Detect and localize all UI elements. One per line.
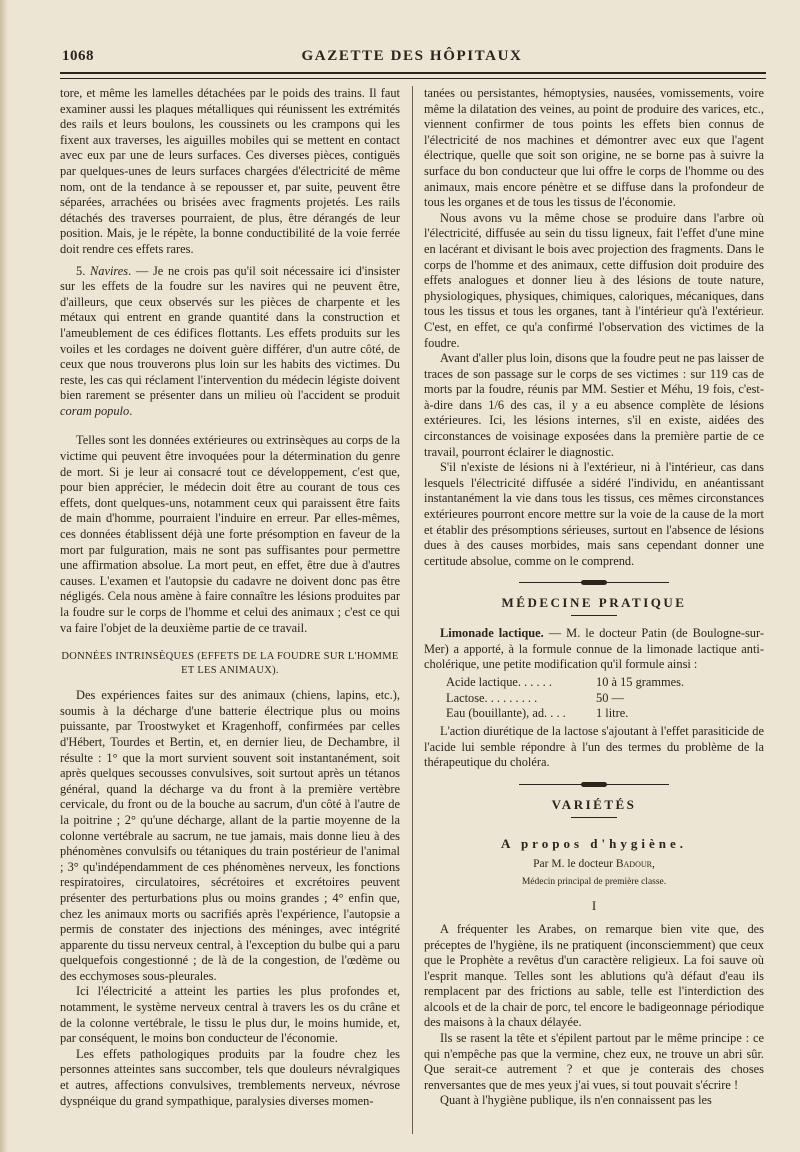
page-edge: [0, 0, 8, 1152]
author-affiliation: Médecin principal de première classe.: [521, 876, 667, 887]
title-underline: [571, 817, 617, 818]
column-divider: [412, 86, 413, 1134]
formula-table: [446, 675, 764, 722]
section-ornament: [519, 781, 669, 789]
paragraph: S'il n'existe de lésions ni à l'extérieur, ni à l'intérieur, cas dans lesquels l'électricité diffusée a sidéré l'individu, en anéantissant instantanément la vie dans tous les tissus, ces mêmes circonstances extérieures pourront encore mettre sur la voie de la cause de la mort et établir des présomptions sérieuses, surtout en l'absence de lésions dues à des causes morbides, mais sans cependant donner une certitude absolue, comme on le comprend.: [424, 460, 764, 568]
paragraph: Ils se rasent la tête et s'épilent partout par le même principe : ce qui n'empêche pas que la vermine, chez eux, ne trouve un abri sûr. Que serait-ce autrement ? et que je conterais des choses renversantes que de mes yeux j'ai vues, si tout pouvait s'écrire !: [424, 1031, 764, 1092]
left-column: [60, 86, 400, 1109]
paragraph: Ici l'électricité a atteint les parties les plus profondes et, notamment, le système nerveux central à travers les os du crâne et de la colonne vertébrale, le tissu le plus dur, le moins humide, et, par conséquent, le moins bon conducteur de l'économie.: [60, 984, 400, 1046]
paragraph: A fréquenter les Arabes, on remarque bien vite que, des préceptes de l'hygiène, ils ne pratiquent (inconsciemment) que ceux que le Prophète a revêtus d'un caractère religieux. La foi sauve où l'esprit manque. Telles sont les ablutions qu'à défaut d'eau ils remplacent par des frictions au sable, telle est l'interdiction des alcools et de la chair de porc, tel encore le badigeonnage périodique des maisons à la chaux délayée.: [424, 921, 764, 1030]
paragraph: Les effets pathologiques produits par la foudre chez les personnes atteintes sans succomber, tels que douleurs névralgiques et autres, affections convulsives, tremblements nerveux, névrose dyspnéique du grand sympathique, paralysies diverses momen-: [60, 1046, 400, 1108]
paragraph-lead: 5.: [76, 263, 90, 278]
bold-term: Limonade lactique.: [440, 626, 544, 640]
ingredient-name: Eau (bouillante), ad. . . .: [446, 706, 566, 721]
paragraph-limonade: [424, 626, 764, 673]
subsection-title: DONNÉES INTRINSÈQUES (EFFETS DE LA FOUDRE SUR L'HOMME ET LES ANIMAUX).: [61, 651, 399, 677]
article-author: [424, 857, 764, 873]
formula-row: [446, 706, 764, 722]
page-header: [60, 44, 764, 68]
ingredient-quantity: 10 à 15 grammes.: [596, 674, 685, 689]
paragraph: Telles sont les données extérieures ou extrinsèques au corps de la victime qui peuvent être invoquées pour la détermination du genre de mort. Si je leur ai consacré tout ce développement, c'est que, pour bien apprécier, le médecin doit être au courant de tous ces effets, dont quelques-uns, notamment ceux qui paraissent être faits de main d'homme, pourraient l'induire en erreur. Par elles-mêmes, ces données établissent déjà une forte présomption en faveur de la mort par fulguration, mais ne sont pas suffisantes pour permettre une affirmation absolue. La mort peut, en effet, être due à d'autres causes. L'examen et l'autopsie du cadavre ne doivent donc pas être négligés. Cela nous amène à faire connaître les lésions produites par la foudre sur le corps de l'homme et celui des animaux ; c'est ce qui va faire l'objet de la deuxième partie de ce travail.: [60, 433, 400, 635]
article-title: A propos d'hygiène.: [501, 835, 687, 851]
author-name: Badour,: [615, 858, 655, 871]
part-numeral: I: [591, 898, 597, 914]
paragraph-text: . — Je ne crois pas qu'il soit nécessaire ici d'insister sur les effets de la foudre sur les navires qui ne peuvent être, d'ailleurs, que ceux observés sur les pièces de charpente et les métaux qui entrent en grande quantité dans la construction et l'ameublement de ces édifices flottants. Les effets produits sur les voiles et les cordages ne doivent guère différer, d'un autre côté, de ceux que nous trouverons plus loin sur les habits des victimes. Du reste, les cas qui réclament l'intervention du médecin légiste doivent bien rarement se présenter dans un milieu où l'accident se produit: [60, 263, 400, 403]
right-column: [424, 86, 764, 1109]
paragraph-navires: [60, 264, 400, 420]
journal-title: GAZETTE DES HÔPITAUX: [301, 48, 523, 64]
italic-term: coram populo: [60, 403, 130, 418]
page-number: 1068: [62, 48, 94, 64]
header-rule: [60, 72, 766, 79]
paragraph: L'action diurétique de la lactose s'ajoutant à l'effet parasiticide de l'acide lui semble répondre à l'un des termes du problème de la thérapeutique du choléra.: [424, 724, 764, 770]
paragraph: Quant à l'hygiène publique, ils n'en connaissent pas les: [440, 1093, 712, 1108]
paragraph: tore, et même les lamelles détachées par le poids des trains. Il faut examiner aussi les plaques métalliques qui réunissent les extrémités des rails et leurs boulons, les coussinets ou les crampons qui les fixent aux traverses, les aiguilles mobiles qui se mettent en contact avec eux par une de leurs surfaces. Ces diverses pièces, contiguës par quelques-unes de leurs surfaces chargées d'électricité de même nom, ont de la tendance à se repousser et, par suite, peuvent être séparées, arrachées ou brisées avec fragments projetés. Les rails détachés des traverses pourraient, de plus, être dérangés de leur position. Mais, je le répète, la bonne conductibilité de la voie ferrée doit rendre ces effets rares.: [60, 86, 400, 256]
paragraph-end: .: [129, 403, 133, 418]
paragraph: Nous avons vu la même chose se produire dans l'arbre où l'électricité, diffusée au sein du tissu ligneux, fait l'effet d'une mine en lacérant et divisant le bois avec projection des fragments. Dans le corps de l'homme et des animaux, cette diffusion doit produire des effets analogues et donner lieu à des lésions de toute nature, physiologiques, physiques, chimiques, caloriques, mécaniques, dans tous les tissus et tous les organes, tant à l'intérieur qu'à l'extérieur. C'est, en effet, ce qu'a confirmé l'observation des victimes de la foudre.: [424, 210, 764, 350]
ingredient-quantity: 50 —: [596, 690, 624, 705]
section-ornament: [519, 579, 669, 587]
author-prefix: Par M. le docteur: [533, 858, 616, 871]
paragraph: tanées ou persistantes, hémoptysies, nausées, vomissements, voire même la dilatation des veines, au point de produire des varices, etc., viennent confirmer de tous points les effets bien connus de l'électricité de nos machines et démontrer avec eux que l'agent électrique, quelle que soit son origine, ne se borne pas à suivre la surface du bon conducteur que lui offre le corps de l'homme ou des animaux, mais encore pénètre et se diffuse dans la profondeur de tous les organes et de tous les tissus de l'économie.: [424, 86, 764, 210]
paragraph: Avant d'aller plus loin, disons que la foudre peut ne pas laisser de traces de son passage sur le corps de ses victimes : sur 119 cas de morts par la foudre, réunis par MM. Sestier et Méhu, 19 fois, c'est-à-dire dans 1/6 des cas, il y a eu absence complète de lésions extérieures. Ici, les lésions internes, s'il en existe, aidées des circonstances de voisinage exposées dans la première partie de ce travail, pourront éclairer le diagnostic.: [424, 351, 764, 459]
formula-row: [446, 691, 764, 707]
ingredient-name: Lactose. . . . . . . . .: [446, 690, 538, 705]
section-title-medecine-pratique: MÉDECINE PRATIQUE: [501, 595, 687, 611]
section-title-varietes: VARIÉTÉS: [551, 796, 637, 812]
title-underline: [571, 615, 617, 616]
paragraph: Des expériences faites sur des animaux (chiens, lapins, etc.), soumis à la décharge d'une batterie électrique plus ou moins puissante, par Troostwyket et Kragenhoff, confirmées par celles d'Hébert, Tourdes et Bertin, et, en dernier lieu, de Dechambre, il résulte : 1° que la mort survient souvent soit instantanément, soit après quelques secousses convulsives, soit surtout après un tétanos général, quand la décharge va du front à la première vertèbre cervicale, du front ou de la bouche au sacrum, d'un côté à l'autre de la poitrine ; 2° qu'une décharge, allant de la partie moyenne de la colonne vertébrale au sacrum, ne tue jamais, mais donne lieu à des phénomènes convulsifs ou tétaniques du train postérieur de l'animal ; 3° qu'indépendamment de ces phénomènes nerveux, les fonctions respiratoires, circulatoires, sécrétoires et excrétoires peuvent présenter des perturbations plus ou moins grandes ; 4° enfin que, chez les animaux morts ou sacrifiés après l'expérience, l'autopsie a permis de constater des injections des méninges, avec intégrité apparente du tissu nerveux central, à l'exception du bulbe qui a paru quelquefois congestionné ; de là de la congestion, de l'œdème ou des ecchymoses sous-pleurales.: [60, 688, 400, 983]
paragraph-text: — M. le docteur Patin (de Boulogne-sur-Mer) a apporté, à la formule connue de la limonade lactique anti-cholérique, une petite modification qu'il formule ainsi :: [424, 626, 764, 672]
ingredient-quantity: 1 litre.: [596, 706, 629, 721]
formula-row: [446, 675, 764, 691]
italic-term: Navires: [89, 263, 129, 278]
ingredient-name: Acide lactique. . . . . .: [446, 674, 552, 689]
